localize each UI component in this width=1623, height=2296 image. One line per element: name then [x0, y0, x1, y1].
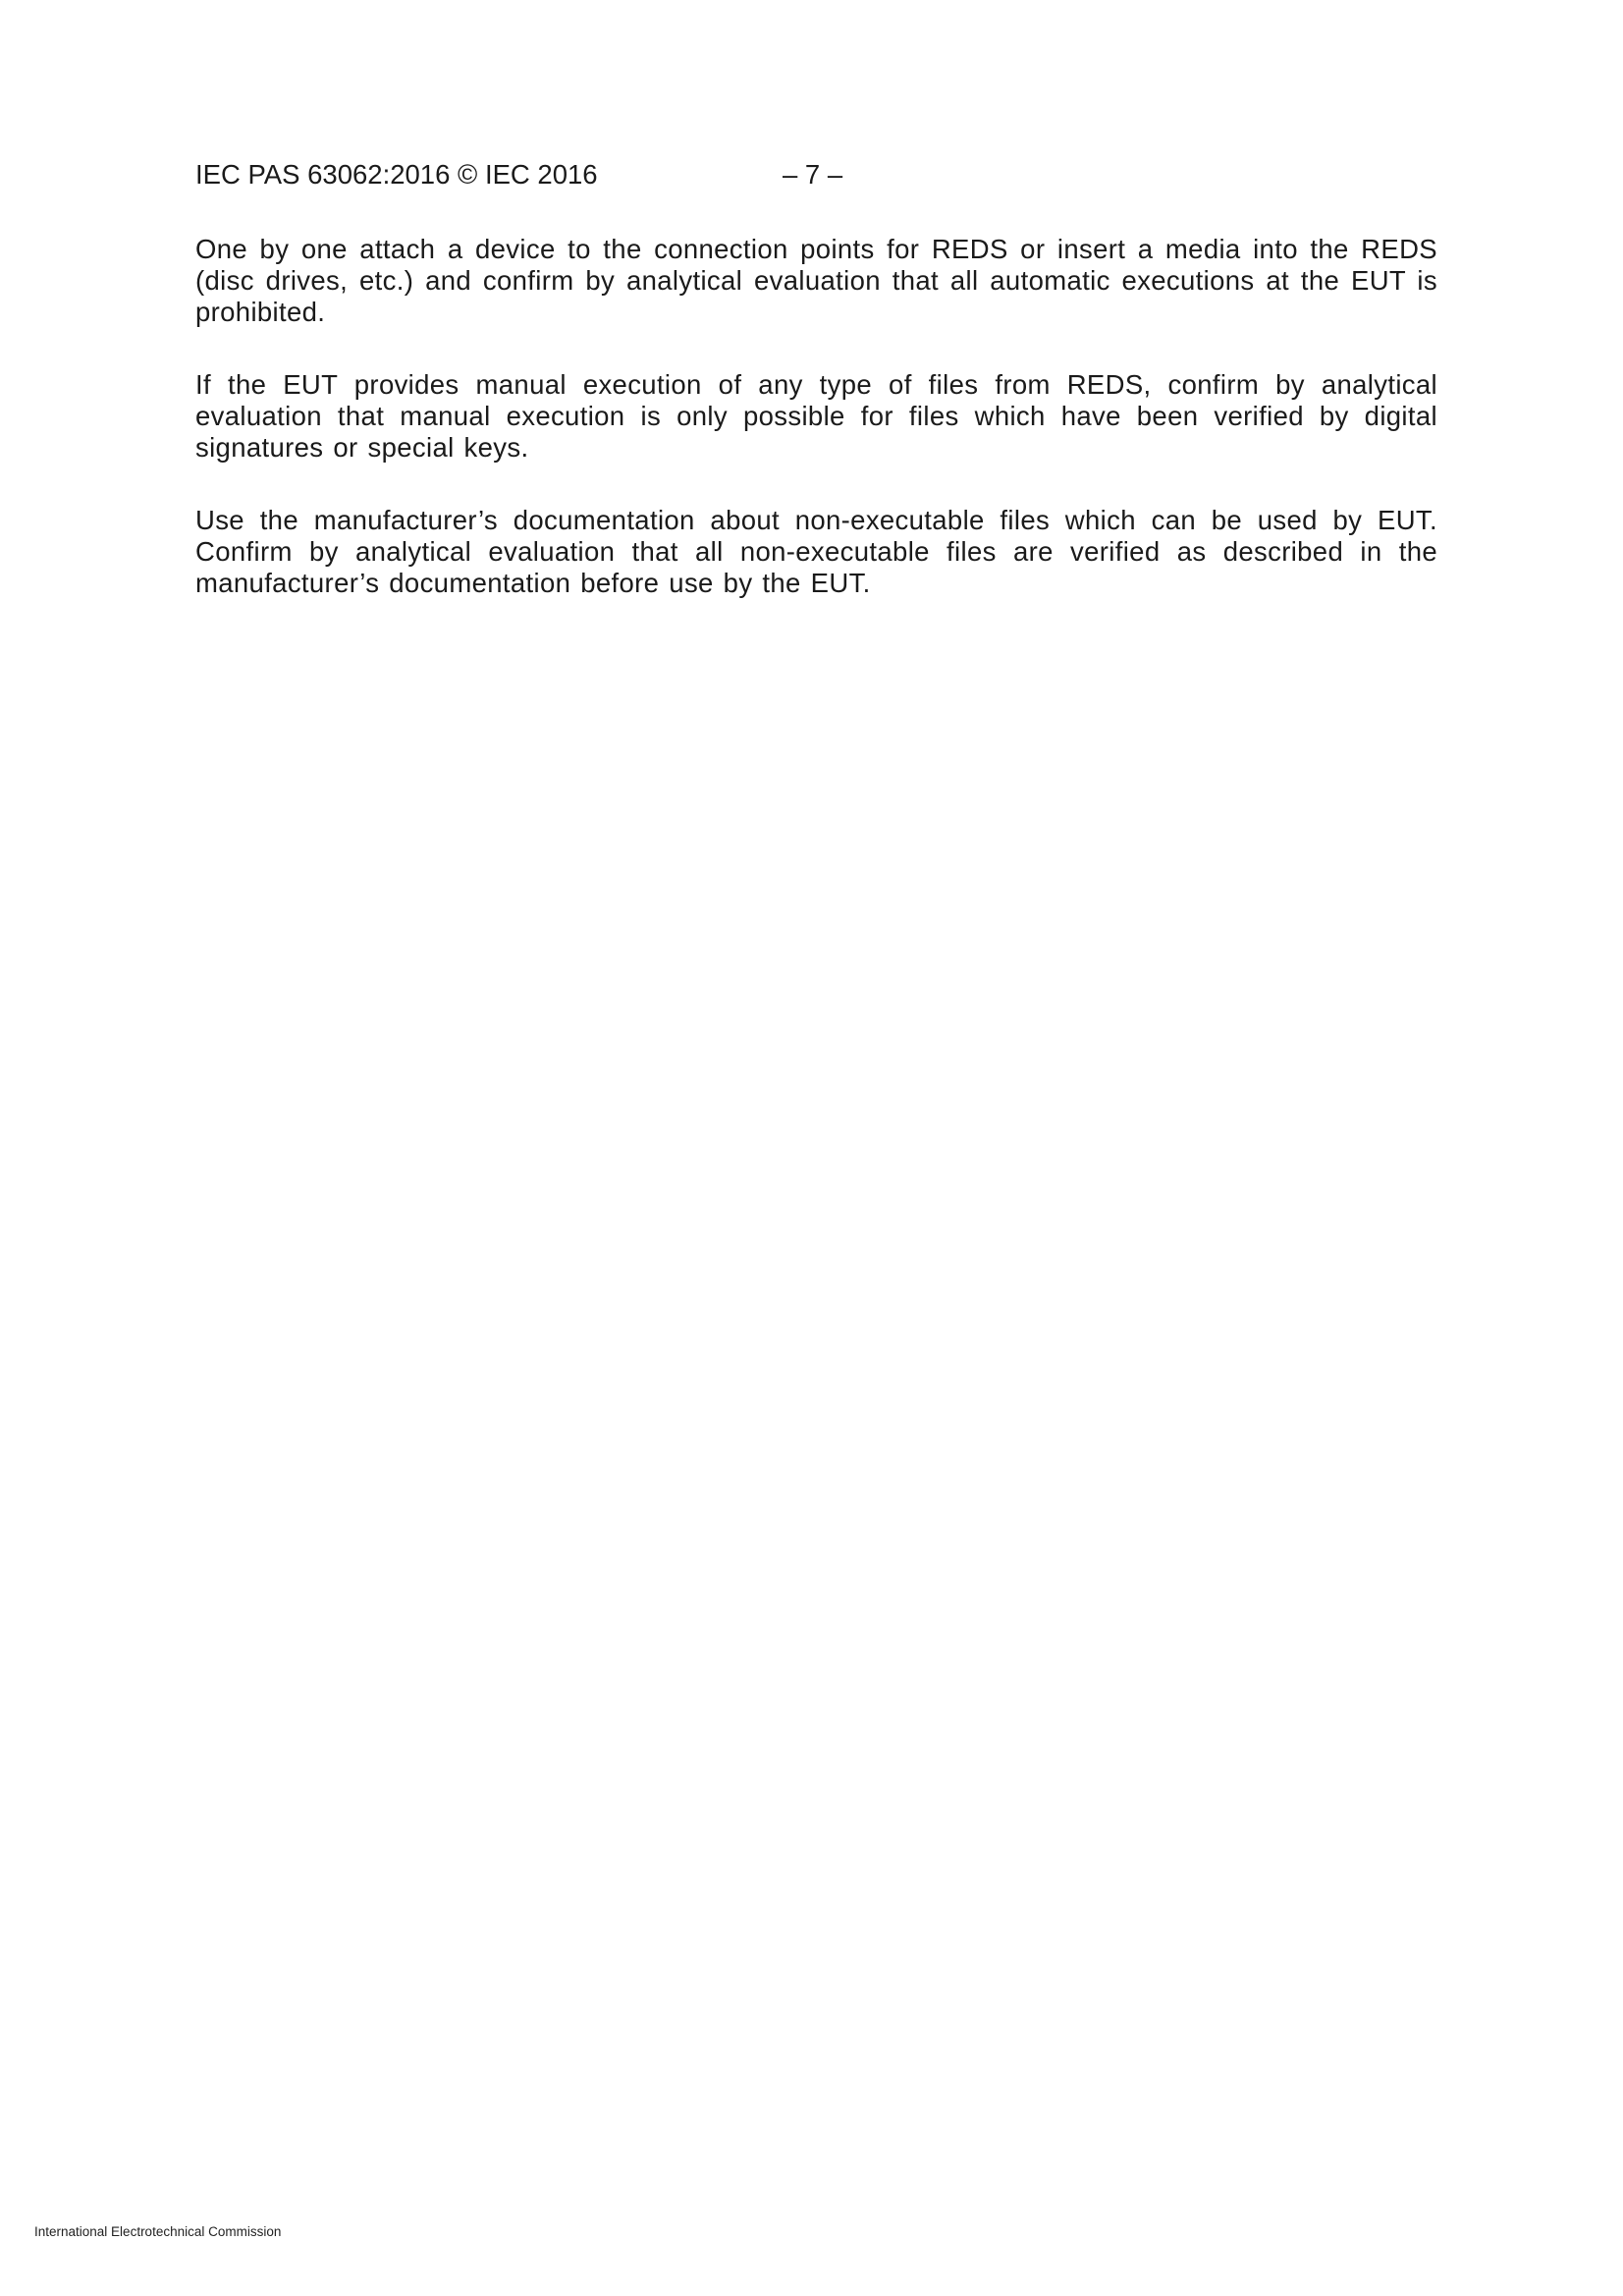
paragraph-1: One by one attach a device to the connection points for REDS or insert a media into the REDS (disc drives, etc.) and confirm by analytical evaluation that all automatic executions at the EUT is prohibited. — [195, 234, 1437, 327]
document-reference: IEC PAS 63062:2016 © IEC 2016 — [195, 159, 598, 190]
footer-organization: International Electrotechnical Commission — [34, 2224, 282, 2239]
body-text — [195, 234, 1437, 640]
paragraph-2: If the EUT provides manual execution of any type of files from REDS, confirm by analytical evaluation that manual execution is only possible for files which have been verified by digital signatures or special keys. — [195, 369, 1437, 463]
page-header — [195, 155, 1437, 194]
paragraph-3: Use the manufacturer’s documentation about non-executable files which can be used by EUT. Confirm by analytical evaluation that all non-executable files are verified as described in the manufacturer’s documentation before use by the EUT. — [195, 505, 1437, 598]
page-number: – 7 – — [783, 159, 843, 190]
